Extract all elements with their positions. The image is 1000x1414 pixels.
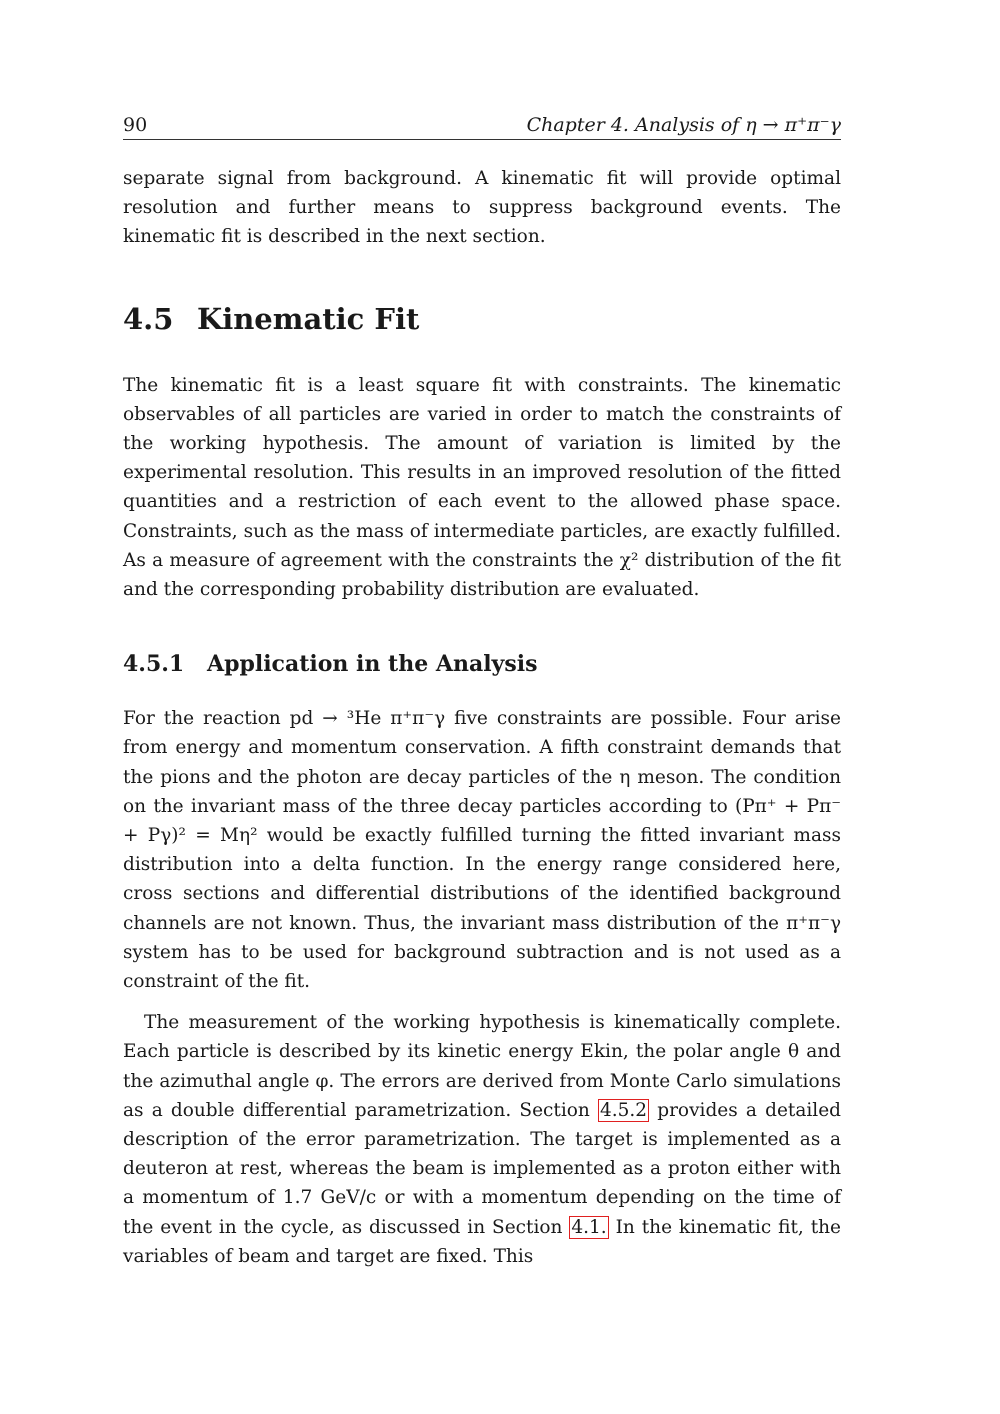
paragraph-2-text-c: In the kinematic fit, the variables of beam and target are fixed. This xyxy=(123,1216,841,1267)
subsection-number: 4.5.1 xyxy=(123,651,185,678)
section-number: 4.5 xyxy=(123,301,174,336)
section-link-4-5-2[interactable]: 4.5.2 xyxy=(599,1099,648,1121)
page xyxy=(123,114,841,1271)
section-heading xyxy=(123,302,841,336)
paragraph-2-text-a: The measurement of the working hypothesis is kinematically complete. Each particle is described by its kinetic energy Ekin, the polar angle θ and the azimuthal angle φ. The errors are derived from Monte Carlo simulations as a double differential parametrization. Section xyxy=(123,1012,841,1121)
section-title: Kinematic Fit xyxy=(197,301,420,336)
chapter-title: Chapter 4. Analysis of η → π⁺π⁻γ xyxy=(526,114,841,136)
subsection-title: Application in the Analysis xyxy=(207,651,538,678)
running-header xyxy=(123,114,841,140)
subsection-heading xyxy=(123,651,841,677)
intro-paragraph: separate signal from background. A kinematic fit will provide optimal resolution and further means to suppress background events. The kinematic fit is described in the next section. xyxy=(123,168,841,248)
paragraph-2-text-b: provides a detailed description of the error parametrization. The target is implemented as a deuteron at rest, whereas the beam is implemented as a proton either with a momentum of 1.7 GeV/c or with a momentum depending on the time of the event in the cycle, as discussed in Section xyxy=(123,1099,841,1238)
section-paragraph: The kinematic fit is a least square fit with constraints. The kinematic observables of all particles are varied in order to match the constraints of the working hypothesis. The amount of variation is limited by the experimental resolution. This results in an improved resolution of the fitted quantities and a restriction of each event to the allowed phase space. Constraints, such as the mass of intermediate particles, are exactly fulfilled. As a measure of agreement with the constraints the χ² distribution of the fit and the corresponding probability distribution are evaluated. xyxy=(123,374,841,601)
page-number: 90 xyxy=(123,114,148,136)
section-link-4-1[interactable]: 4.1. xyxy=(571,1216,607,1238)
subsection-paragraph-2 xyxy=(123,1008,841,1271)
subsection-paragraph-1: For the reaction pd → ³He π⁺π⁻γ five constraints are possible. Four arise from energy and momentum conservation. A fifth constraint demands that the pions and the photon are decay particles of the η meson. The condition on the invariant mass of the three decay particles according to (Pπ⁺ + Pπ⁻ + Pγ)² = Mη² would be exactly fulfilled turning the fitted invariant mass distribution into a delta function. In the energy range considered here, cross sections and differential distributions of the identified background channels are not known. Thus, the invariant mass distribution of the π⁺π⁻γ system has to be used for background subtraction and is not used as a constraint of the fit. xyxy=(123,708,841,993)
